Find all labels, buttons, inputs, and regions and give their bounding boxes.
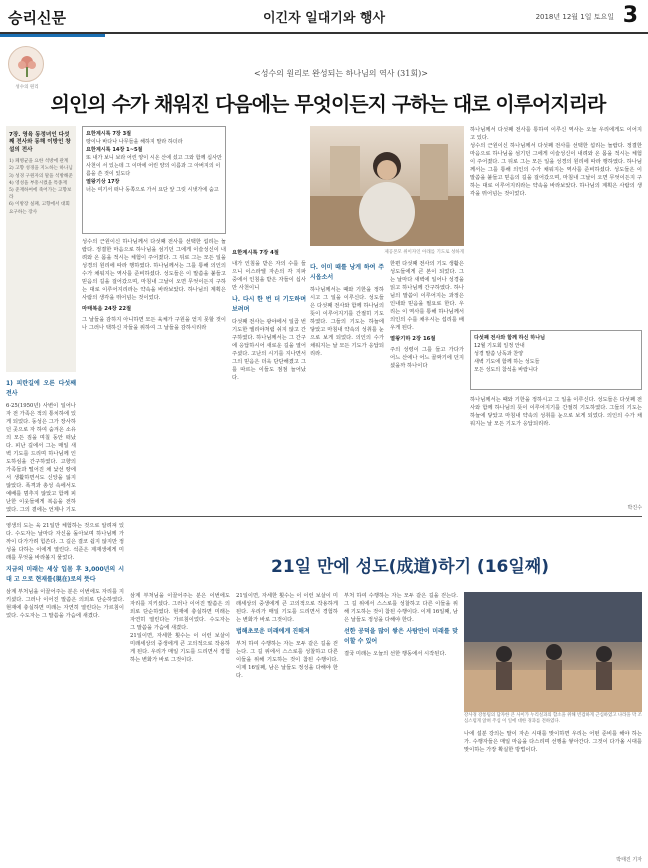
body-text: 부처 하여 수행하는 자는 모두 같은 길을 걷는다. 그 길 위에서 스스로를 성찰하고 다른 이들을 위해 기도하는 것이 참된 수행이다. 이제 16일째, 남은 날들도 정성을 다해야 한다. <box>236 641 338 679</box>
article-photo <box>310 126 464 246</box>
body-text: 6·25(1950년) 사변이 일어나자 전 가족은 적의 통치하에 있게 되었다. 동성은 그가 장사하던 곳으로 자 하여 숨겨온 소유의 모든 짐을 며칠 동안 떠났다. 피난 길에서 그는 매일 새벽 기도를 드리며 하나님께 인도하심을 간구하였다. 고향의 가족들과 떨어진 채 낯선 땅에서 생활하면서도 신앙을 잃지 않았다. 폭격과 총성 속에서도 예배를 멈추지 않았고 함께 피난한 이웃들에게 복음을 전하였다. 그의 곁에는 언제나 기도 <box>6 403 76 512</box>
outline-item: 6) 이방장 실패, 고향에서 대회 요구하는 장사 <box>9 202 70 215</box>
article-column-3 <box>232 246 306 512</box>
scripture-text: 또 내가 보니 보라 어린 양이 시온 산에 섰고 그와 함께 십사만 사천이 서 있는데 그 이마에 어린 양의 이름과 그 아버지의 이름을 쓴 것이 있도다 <box>86 155 222 177</box>
body-text: 삼계 부처님을 이끌어주는 분은 이번에도 자리를 지키셨다. 그러나 이어진 말씀은 의외로 단순하였다. 현재에 충실하면 미래는 자연히 열린다는 가르침이었다. 수도자는 그 말씀을 가슴에 새겼다. <box>6 589 124 619</box>
outline-item: 1) 폐병균을 요한 석방에 관계 <box>9 159 69 165</box>
body-text: 한편 다섯째 전사의 기도 생활은 성도들에게 큰 본이 되었다. 그는 날마다 새벽에 일어나 성경을 읽고 하나님께 간구하였다. 하나님의 말씀이 이루어지는 과정은 인내와 믿음을 필요로 한다. 우리는 이 역사를 통해 하나님께서 의인의 수를 채우시는 섭리를 배우게 된다. <box>390 261 464 331</box>
page-number: 3 <box>622 3 638 28</box>
brand-underline <box>0 34 105 37</box>
body-text: 하나님께서는 때와 기한을 정하시고 그 일을 이루신다. 성도들은 다섯째 전사와 함께 하나님의 뜻이 이루어지기를 간절히 기도하였다. 그들의 기도는 하늘에 닿았고 마침내 약속의 성취를 눈으로 보게 되었다. 의인의 수가 채워지는 날 모든 기도가 응답되리라. <box>470 397 642 427</box>
body-text: 결국 미래는 오늘의 선한 행동에서 시작된다. <box>344 651 447 657</box>
body-text: 삼계 부처님을 이끌어주는 분은 이번에도 자리를 지키셨다. 그러나 이어진 말씀은 의외로 단순하였다. 현재에 충실하면 미래는 자연히 열린다는 가르침이었다. 수도자는 그 말씀을 가슴에 새겼다. <box>130 593 230 631</box>
article-column-7 <box>470 396 642 500</box>
article2-column-2 <box>130 592 230 862</box>
scripture-text: 너는 여기서 떠나 동쪽으로 가서 요단 앞 그릿 시냇가에 숨고 <box>86 187 219 193</box>
body-text: 하나님께서는 때와 기한을 정하시고 그 일을 이루신다. 성도들은 다섯째 전사와 함께 하나님의 뜻이 이루어지기를 간절히 기도하였다. 그들의 기도는 하늘에 닿았고 마침내 약속의 성취를 눈으로 보게 되었다. 의인의 수가 채워지는 날 모든 기도가 응답되리라. <box>310 287 384 357</box>
notice-box <box>470 330 642 390</box>
article2-headline: 21일 만에 성도(成道)하기 (16일째) <box>271 557 549 577</box>
article-divider <box>6 516 642 517</box>
section-title: 이긴자 일대기와 행사 <box>262 11 386 26</box>
body-text: 나에 설분 강의는 말이 자손 시대를 맞이하면 우리는 어떤 준비를 해야 하는가. 수행자들은 매일 마음을 다스리며 선행을 쌓아간다. 그것이 다가올 시대를 맞이하는 가장 확실한 방법이다. <box>464 731 642 753</box>
body-text: 21일이면, 자세한 횟수는 이 이런 보살이 미래세상의 중생에게 큰 고의적으로 작용하게 된다. 우리가 매일 기도를 드리면서 경험하는 변화가 바로 그것이다. <box>130 633 230 663</box>
outline-item: 4) 영성을 부흥시켰을 특종재 <box>9 180 67 186</box>
page-header <box>0 0 648 34</box>
section-heading: 지금의 미래는 세상 입몸 후 3,000년의 시대 고 으로 현재를(現在)로의 뜻다 <box>6 566 124 583</box>
article2-column-1 <box>6 522 124 862</box>
article-column-5 <box>390 260 464 512</box>
logo-caption: 성수의 원리 <box>15 85 39 90</box>
body-text: 하나님께서 다섯째 전사를 통하여 이루신 역사는 오늘 우리에게도 이어지고 있다. <box>470 127 642 141</box>
series-logo-icon <box>8 46 44 82</box>
photo-caption: 제공본모 위이자인 아래를 기도로 성하게 <box>384 250 464 255</box>
article2-column-3 <box>236 592 338 862</box>
article2-author: 박태진 기자 <box>616 857 642 863</box>
body-text: 영생의 도는 육 21일만 체험하는 것으로 알려져 있다. 수도자는 날마다 자신을 돌아보며 하나님께 가까이 다가가려 힘쓴다. 그 길은 결코 쉽지 않지만 정성을 다하는 이에게 열린다. 석준은 제재생에게 미래를 무엇을 바라볼지 물었다. <box>6 523 124 561</box>
notice-line: 성경 말씀 낭독과 찬양 <box>474 351 524 357</box>
notice-line: 새벽 기도에 함께 하는 성도들 <box>474 359 540 365</box>
outline-item: 2) 고향 성경을 지노하는 하나님 <box>9 166 73 172</box>
section-heading: 선한 공덕을 많이 쌓은 사람만이 미래를 맞이할 수 있어 <box>344 628 458 645</box>
newspaper-brand: 승리신문 <box>8 9 66 27</box>
chapter-title: 7장. 영육 동정녀인 다섯째 전사와 동해 이방인 창설의 전사 <box>9 132 71 153</box>
notice-line: 12월 기도회 일정 안내 <box>474 343 525 349</box>
article2-column-4 <box>344 592 458 862</box>
scripture-ref: 마태복음 24장 22절 <box>82 306 132 312</box>
body-text: 성수의 근원이신 하나님께서 다섯째 전사를 선택한 섭리는 놀랍다. 정결한 마음으로 하나님을 섬기던 그에게 이슬성신이 내려와 온 몸을 적시는 체험이 주어졌다. 그 뒤로 그는 모든 일을 성경의 원리에 따라 행하였다. 하나님께서는 그를 통해 의인의 수가 채워지는 역사를 준비하셨다. 성도들은 이 말씀을 붙들고 믿음의 길을 걸어갔으며, 마침내 그날이 오면 무엇이든지 구하는 대로 이루어지리라는 약속을 바라보았다. 하나님의 계획은 사람의 생각을 뛰어넘는 것이었다. <box>82 239 226 301</box>
scripture-text: 내가 인침을 받은 자의 수를 들으니 이스라엘 자손의 각 지파 중에서 인침을 받은 자들이 십사만 사천이니 <box>232 261 306 291</box>
article2-photo <box>464 592 642 712</box>
body-text: 21일이면, 자세한 횟수는 이 이런 보살이 미래세상의 중생에게 큰 고의적으로 작용하게 된다. 우리가 매일 기도를 드리면서 경험하는 변화가 바로 그것이다. <box>236 593 338 623</box>
article-column-6 <box>470 126 642 326</box>
outline-item: 3) 성경 구원자의 말을 석방해준 <box>9 173 73 179</box>
issue-date: 2018년 12월 1일 토요일 <box>535 13 614 21</box>
article2-photo-caption: 강사경 강통팀의 담자한 큰 사이가 누리실과의 합소을 위해 빈겁하게 근심하였고 나라을 막 조심스럽게 앉혀 주심 이 일에 대한 경과를 전하였다. <box>464 713 642 724</box>
scripture-text: 땅이나 바다나 나무들을 해하지 말라 하더라 <box>86 139 183 145</box>
section-heading: 나. 다시 한 번 더 기도하며 보려며 <box>232 296 306 313</box>
article2-column-5 <box>464 730 642 854</box>
notice-line: 다섯째 전사와 함께 하신 하나님 <box>474 335 546 341</box>
body-text: 부처 하여 수행하는 자는 모두 같은 길을 걷는다. 그 길 위에서 스스로를 성찰하고 다른 이들을 위해 기도하는 것이 참된 수행이다. 이제 16일째, 남은 날들도 정성을 다해야 한다. <box>344 593 458 623</box>
article-author: 박진수 <box>627 505 642 511</box>
body-text: 성수의 근원이신 하나님께서 다섯째 전사를 선택한 섭리는 놀랍다. 정결한 마음으로 하나님을 섬기던 그에게 이슬성신이 내려와 온 몸을 적시는 체험이 주어졌다. 그 뒤로 그는 모든 일을 성경의 원리에 따라 행하였다. 하나님께서는 그를 통해 의인의 수가 채워지는 역사를 준비하셨다. 성도들은 이 말씀을 붙들고 믿음의 길을 걸어갔으며, 마침내 그날이 오면 무엇이든지 구하는 대로 이루어지리라는 약속을 바라보았다. 하나님의 계획은 사람의 생각을 뛰어넘는 것이었다. <box>470 143 642 197</box>
notice-line: 모든 성도의 참석을 바랍니다 <box>474 367 538 373</box>
scripture-text: 그 날들을 감하지 아니하면 모든 육체가 구원을 얻지 못할 것이나 그러나 택하신 자들을 위하여 그 날들을 감하시리라 <box>82 317 226 331</box>
article-headline: 의인의 수가 채워진 다음에는 무엇이든지 구하는 대로 이루어지리라 <box>50 92 606 116</box>
article-kicker: <성수의 원리로 완성되는 하나님의 역사 (31회)> <box>254 69 428 78</box>
body-text: 다섯째 전사는 광야에서 일곱 번 기도한 엘리야처럼 쉬지 않고 간구하였다. 하나님께서는 그 간구에 응답하시어 새로운 길을 열어주셨다. 고난의 시기를 지나면서 그의 믿음은 더욱 단단해졌고 그를 따르는 이들도 점점 늘어났다. <box>232 319 306 381</box>
scripture-ref: 열왕기상 17장 <box>86 179 120 185</box>
outline-item: 5) 준재하여에 죽어가는 고향보라 <box>9 188 72 201</box>
chapter-outline <box>6 126 76 372</box>
section-heading: 다. 이미 때를 낭게 하여 주시옵소서 <box>310 264 384 281</box>
article-column-2 <box>82 238 226 512</box>
scripture-ref: 요한계시록 7장 3절 <box>86 131 132 137</box>
scripture-text: 주의 성령이 그를 들고 가다가 어느 산에나 어느 골짜기에 던지셨을까 하나이다 <box>390 347 464 369</box>
article-column-1 <box>6 376 76 512</box>
scripture-ref: 열왕기하 2장 16절 <box>390 336 436 342</box>
section-heading: 1) 피란길에 오른 다섯째 전사 <box>6 380 76 397</box>
scripture-ref: 요한계시록 7장 4절 <box>232 250 279 256</box>
scripture-box <box>82 126 226 234</box>
scripture-ref: 요한계시록 14장 1~5절 <box>86 147 143 153</box>
article-column-4 <box>310 260 384 512</box>
section-heading: 법해초로운 미래에게 진해져 <box>236 628 310 635</box>
